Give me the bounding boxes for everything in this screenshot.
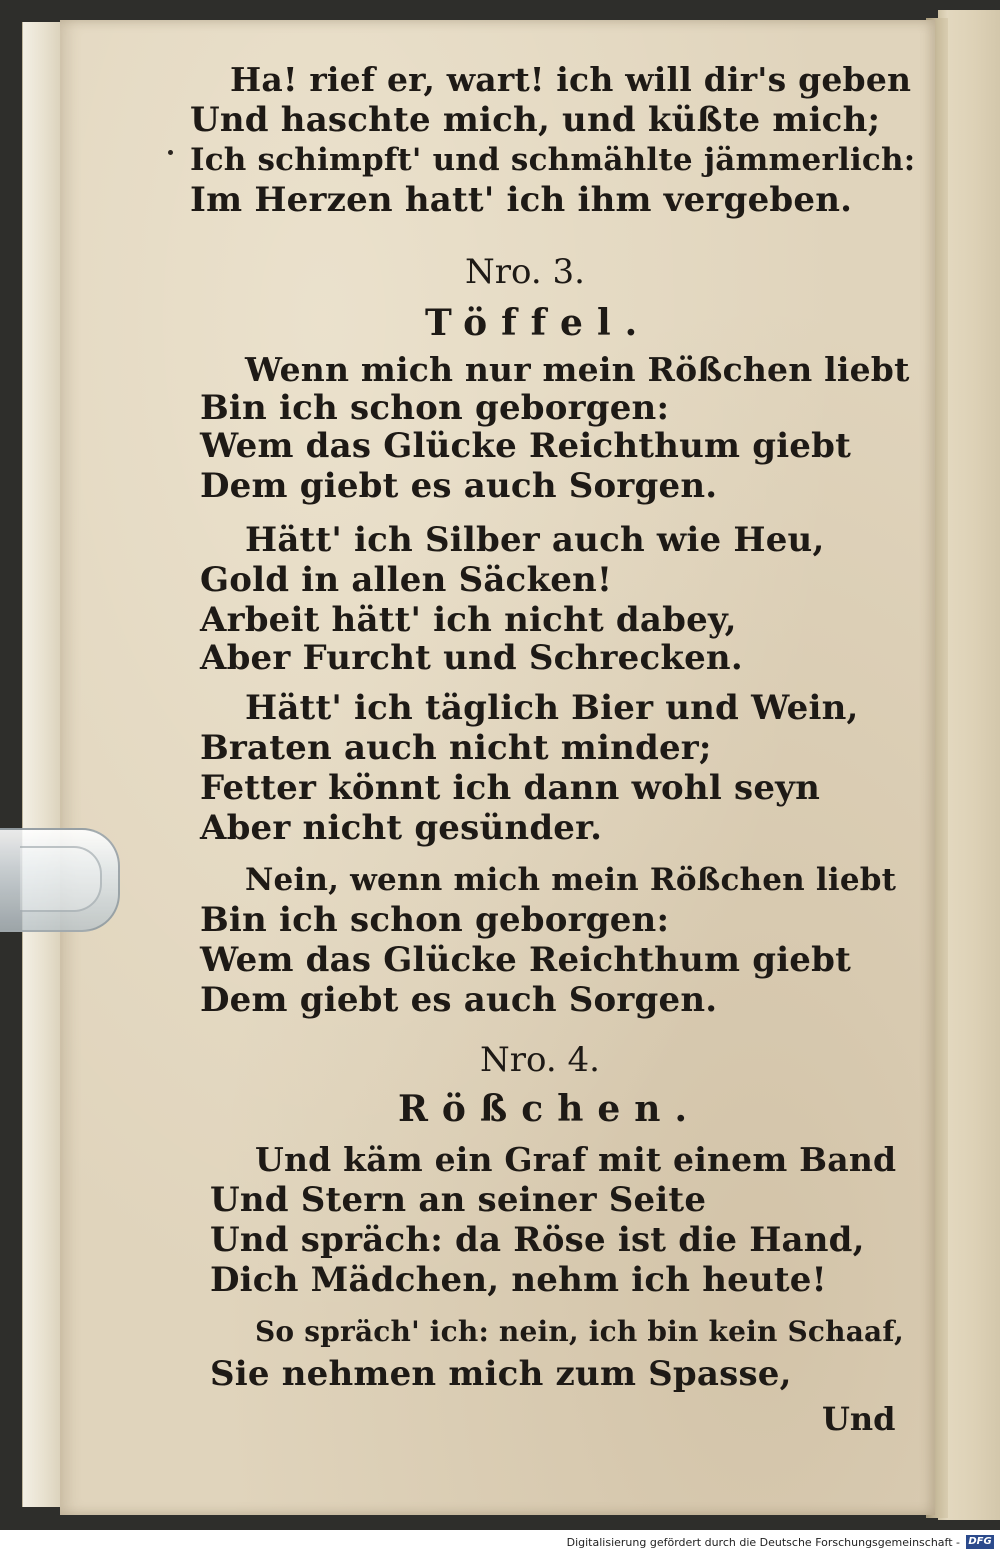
verse-line: Dich Mädchen, nehm ich heute! [210,1260,827,1300]
clip-inner [20,846,102,912]
verse-line: Hätt' ich Silber auch wie Heu, [245,520,825,560]
verse-line: Arbeit hätt' ich nicht dabey, [200,600,737,640]
verse-line: Bin ich schon geborgen: [200,388,670,428]
page-text [60,20,935,1515]
verse-line: Wem das Glücke Reichthum giebt [200,426,852,466]
verse-line: Gold in allen Säcken! [200,560,613,600]
verse-line: Hätt' ich täglich Bier und Wein, [245,688,859,728]
verse-line: Braten auch nicht minder; [200,728,712,768]
section-title: Rößchen. [398,1088,701,1130]
verse-line: Ha! rief er, wart! ich will dir's geben [230,60,912,99]
page-clip [0,818,132,938]
verse-line: Dem giebt es auch Sorgen. [200,980,718,1020]
dfg-logo: DFG [966,1535,994,1549]
verse-line: Aber nicht gesünder. [200,808,603,848]
verse-line: Nein, wenn mich mein Rößchen liebt [245,862,897,898]
footer-credit: Digitalisierung gefördert durch die Deutsche Forschungsgemeinschaft - [566,1536,960,1549]
book-page [60,20,935,1515]
verse-line: Im Herzen hatt' ich ihm vergeben. [190,180,853,220]
verse-line: Dem giebt es auch Sorgen. [200,466,718,506]
verse-line: Wem das Glücke Reichthum giebt [200,940,852,980]
verse-line: Und haschte mich, und küßte mich; [190,100,881,140]
verse-line: Und käm ein Graf mit einem Band [255,1140,897,1179]
verse-line: So spräch' ich: nein, ich bin kein Schaaf, [255,1315,904,1348]
ink-dot [168,150,173,155]
section-number: Nro. 4. [480,1040,600,1080]
verse-line: Sie nehmen mich zum Spasse, [210,1354,792,1394]
verse-line: Aber Furcht und Schrecken. [200,638,743,678]
verse-line: Ich schimpft' und schmählte jämmerlich: [190,142,916,178]
section-title: Töffel. [425,302,652,344]
catchword: Und [822,1400,896,1438]
verse-line: Fetter könnt ich dann wohl seyn [200,768,821,808]
verse-line: Und spräch: da Röse ist die Hand, [210,1220,865,1260]
verse-line: Und Stern an seiner Seite [210,1180,707,1220]
digitization-footer [0,1530,1000,1555]
verse-line: Bin ich schon geborgen: [200,900,670,940]
section-number: Nro. 3. [465,252,585,292]
verse-line: Wenn mich nur mein Rößchen liebt [245,350,910,389]
